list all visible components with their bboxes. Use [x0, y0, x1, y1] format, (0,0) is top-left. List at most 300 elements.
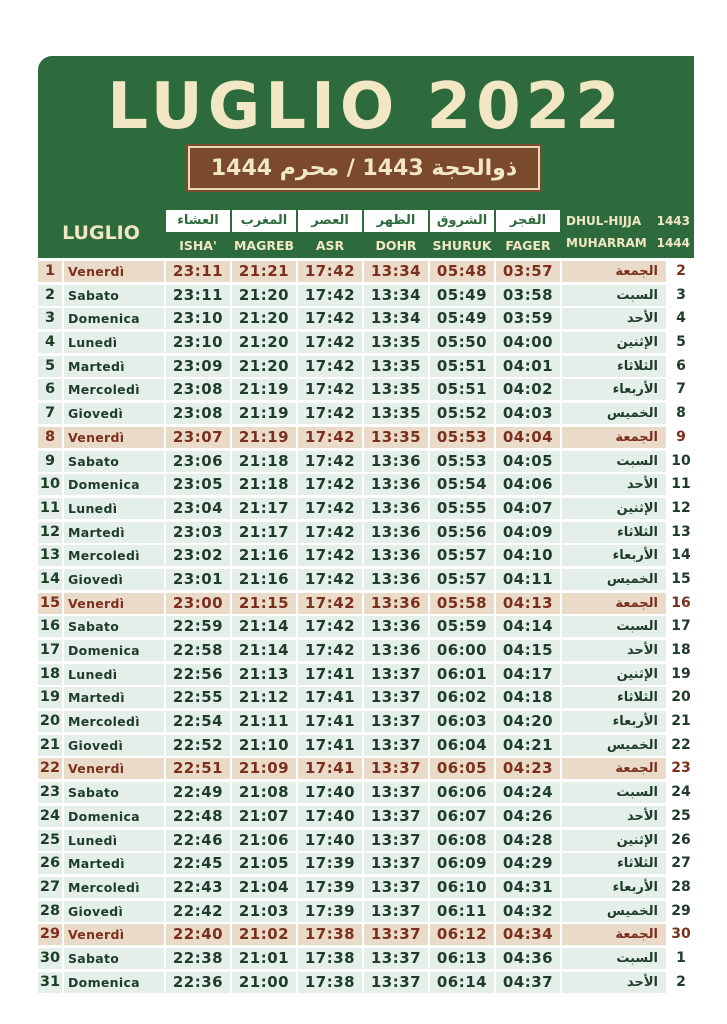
weekday-name: Lunedì — [64, 498, 164, 519]
header-hijri-year2: 1444 — [656, 236, 690, 250]
time-asr: 17:42 — [298, 545, 362, 566]
time-dohr: 13:36 — [364, 545, 428, 566]
time-shuruk: 06:02 — [430, 687, 494, 708]
arabic-weekday: الأربعاء — [562, 379, 666, 400]
time-magreb: 21:13 — [232, 664, 296, 685]
time-shuruk: 05:53 — [430, 427, 494, 448]
table-row — [38, 852, 694, 876]
page-title: LUGLIO 2022 — [107, 70, 625, 144]
time-fager: 04:06 — [496, 474, 560, 495]
time-asr: 17:42 — [298, 308, 362, 329]
hijri-day-number: 10 — [668, 451, 694, 472]
time-asr: 17:42 — [298, 593, 362, 614]
day-number: 7 — [38, 403, 62, 424]
weekday-name: Giovedì — [64, 901, 164, 922]
day-number: 8 — [38, 427, 62, 448]
time-magreb: 21:14 — [232, 640, 296, 661]
time-shuruk: 06:12 — [430, 924, 494, 945]
time-isha: 22:36 — [166, 972, 230, 993]
day-number: 12 — [38, 522, 62, 543]
header-shuruk-lat: SHURUK — [430, 235, 494, 257]
day-number: 9 — [38, 451, 62, 472]
time-isha: 22:59 — [166, 616, 230, 637]
timetable-body — [38, 260, 694, 994]
hijri-day-number: 8 — [668, 403, 694, 424]
time-magreb: 21:01 — [232, 948, 296, 969]
time-asr: 17:42 — [298, 498, 362, 519]
time-asr: 17:42 — [298, 427, 362, 448]
table-row — [38, 307, 694, 331]
hijri-months-banner: ذوالحجة 1443 / محرم 1444 — [188, 146, 540, 190]
time-fager: 04:02 — [496, 379, 560, 400]
table-row — [38, 284, 694, 308]
time-shuruk: 06:13 — [430, 948, 494, 969]
time-fager: 03:58 — [496, 285, 560, 306]
time-fager: 04:36 — [496, 948, 560, 969]
hijri-day-number: 28 — [668, 877, 694, 898]
time-shuruk: 05:49 — [430, 308, 494, 329]
hijri-day-number: 3 — [668, 285, 694, 306]
time-dohr: 13:37 — [364, 758, 428, 779]
time-dohr: 13:36 — [364, 498, 428, 519]
time-magreb: 21:12 — [232, 687, 296, 708]
time-isha: 22:49 — [166, 782, 230, 803]
time-asr: 17:40 — [298, 806, 362, 827]
table-row — [38, 615, 694, 639]
weekday-name: Domenica — [64, 474, 164, 495]
arabic-weekday: الإثنين — [562, 664, 666, 685]
time-dohr: 13:37 — [364, 830, 428, 851]
arabic-weekday: الإثنين — [562, 830, 666, 851]
table-row — [38, 355, 694, 379]
time-magreb: 21:00 — [232, 972, 296, 993]
time-fager: 04:28 — [496, 830, 560, 851]
day-number: 15 — [38, 593, 62, 614]
arabic-weekday: الأحد — [562, 308, 666, 329]
day-number: 24 — [38, 806, 62, 827]
hijri-day-number: 12 — [668, 498, 694, 519]
time-isha: 22:51 — [166, 758, 230, 779]
hijri-day-number: 30 — [668, 924, 694, 945]
time-isha: 22:54 — [166, 711, 230, 732]
table-row — [38, 710, 694, 734]
day-number: 29 — [38, 924, 62, 945]
time-asr: 17:42 — [298, 356, 362, 377]
time-isha: 22:56 — [166, 664, 230, 685]
hijri-day-number: 11 — [668, 474, 694, 495]
table-row — [38, 426, 694, 450]
day-number: 21 — [38, 735, 62, 756]
time-magreb: 21:16 — [232, 569, 296, 590]
table-row — [38, 829, 694, 853]
day-number: 5 — [38, 356, 62, 377]
time-magreb: 21:02 — [232, 924, 296, 945]
time-dohr: 13:36 — [364, 451, 428, 472]
weekday-name: Martedì — [64, 522, 164, 543]
table-row — [38, 450, 694, 474]
table-row — [38, 544, 694, 568]
hijri-day-number: 26 — [668, 830, 694, 851]
time-shuruk: 05:54 — [430, 474, 494, 495]
time-shuruk: 06:05 — [430, 758, 494, 779]
table-row — [38, 947, 694, 971]
day-number: 28 — [38, 901, 62, 922]
time-magreb: 21:17 — [232, 498, 296, 519]
time-asr: 17:42 — [298, 569, 362, 590]
time-fager: 04:03 — [496, 403, 560, 424]
table-row — [38, 639, 694, 663]
time-isha: 22:46 — [166, 830, 230, 851]
time-dohr: 13:37 — [364, 853, 428, 874]
time-asr: 17:39 — [298, 877, 362, 898]
time-magreb: 21:20 — [232, 332, 296, 353]
arabic-weekday: السبت — [562, 451, 666, 472]
header-fager — [496, 208, 560, 258]
table-row — [38, 402, 694, 426]
hijri-day-number: 4 — [668, 308, 694, 329]
arabic-weekday: الأربعاء — [562, 711, 666, 732]
hijri-day-number: 20 — [668, 687, 694, 708]
time-isha: 23:04 — [166, 498, 230, 519]
time-fager: 04:14 — [496, 616, 560, 637]
weekday-name: Domenica — [64, 308, 164, 329]
weekday-name: Domenica — [64, 640, 164, 661]
time-shuruk: 05:58 — [430, 593, 494, 614]
day-number: 1 — [38, 261, 62, 282]
time-shuruk: 06:04 — [430, 735, 494, 756]
time-dohr: 13:36 — [364, 616, 428, 637]
time-shuruk: 06:07 — [430, 806, 494, 827]
time-isha: 23:06 — [166, 451, 230, 472]
arabic-weekday: الأحد — [562, 806, 666, 827]
time-dohr: 13:37 — [364, 664, 428, 685]
time-asr: 17:42 — [298, 285, 362, 306]
day-number: 25 — [38, 830, 62, 851]
time-fager: 04:09 — [496, 522, 560, 543]
day-number: 31 — [38, 972, 62, 993]
time-magreb: 21:20 — [232, 285, 296, 306]
hijri-day-number: 22 — [668, 735, 694, 756]
time-magreb: 21:20 — [232, 308, 296, 329]
time-shuruk: 05:51 — [430, 356, 494, 377]
day-number: 3 — [38, 308, 62, 329]
day-number: 22 — [38, 758, 62, 779]
weekday-name: Martedì — [64, 853, 164, 874]
time-fager: 04:17 — [496, 664, 560, 685]
time-isha: 22:58 — [166, 640, 230, 661]
time-fager: 04:13 — [496, 593, 560, 614]
time-shuruk: 05:50 — [430, 332, 494, 353]
time-isha: 22:43 — [166, 877, 230, 898]
day-number: 13 — [38, 545, 62, 566]
time-shuruk: 05:51 — [430, 379, 494, 400]
arabic-weekday: الجمعة — [562, 593, 666, 614]
time-asr: 17:41 — [298, 687, 362, 708]
time-dohr: 13:37 — [364, 972, 428, 993]
arabic-weekday: الثلاثاء — [562, 356, 666, 377]
time-isha: 22:40 — [166, 924, 230, 945]
time-asr: 17:40 — [298, 830, 362, 851]
time-shuruk: 05:57 — [430, 569, 494, 590]
weekday-name: Venerdì — [64, 758, 164, 779]
time-dohr: 13:35 — [364, 356, 428, 377]
time-fager: 04:26 — [496, 806, 560, 827]
header-dohr-lat: DOHR — [364, 235, 428, 257]
time-isha: 23:11 — [166, 285, 230, 306]
time-magreb: 21:09 — [232, 758, 296, 779]
day-number: 20 — [38, 711, 62, 732]
table-row — [38, 592, 694, 616]
time-shuruk: 06:14 — [430, 972, 494, 993]
header-fager-lat: FAGER — [496, 235, 560, 257]
time-fager: 04:23 — [496, 758, 560, 779]
weekday-name: Venerdì — [64, 593, 164, 614]
arabic-weekday: الخميس — [562, 901, 666, 922]
arabic-weekday: الإثنين — [562, 498, 666, 519]
time-asr: 17:42 — [298, 474, 362, 495]
header-isha — [166, 208, 230, 258]
arabic-weekday: الأحد — [562, 972, 666, 993]
weekday-name: Domenica — [64, 806, 164, 827]
header-shuruk-ar: الشروق — [430, 210, 494, 232]
header-hijri — [562, 208, 694, 258]
hijri-day-number: 24 — [668, 782, 694, 803]
time-magreb: 21:14 — [232, 616, 296, 637]
hijri-day-number: 13 — [668, 522, 694, 543]
arabic-weekday: السبت — [562, 948, 666, 969]
time-dohr: 13:34 — [364, 261, 428, 282]
table-row — [38, 378, 694, 402]
weekday-name: Lunedì — [64, 830, 164, 851]
time-fager: 04:18 — [496, 687, 560, 708]
time-isha: 23:11 — [166, 261, 230, 282]
hijri-day-number: 6 — [668, 356, 694, 377]
header-asr-ar: العصر — [298, 210, 362, 232]
table-row — [38, 971, 694, 995]
time-fager: 04:01 — [496, 356, 560, 377]
time-isha: 22:55 — [166, 687, 230, 708]
arabic-weekday: الخميس — [562, 569, 666, 590]
time-isha: 22:52 — [166, 735, 230, 756]
weekday-name: Martedì — [64, 687, 164, 708]
arabic-weekday: الإثنين — [562, 332, 666, 353]
time-dohr: 13:34 — [364, 285, 428, 306]
hijri-day-number: 14 — [668, 545, 694, 566]
weekday-name: Lunedì — [64, 664, 164, 685]
table-row — [38, 568, 694, 592]
table-row — [38, 497, 694, 521]
time-magreb: 21:04 — [232, 877, 296, 898]
time-shuruk: 06:06 — [430, 782, 494, 803]
time-shuruk: 05:57 — [430, 545, 494, 566]
time-dohr: 13:37 — [364, 948, 428, 969]
table-row — [38, 900, 694, 924]
time-dohr: 13:35 — [364, 332, 428, 353]
time-isha: 23:03 — [166, 522, 230, 543]
arabic-weekday: الثلاثاء — [562, 522, 666, 543]
weekday-name: Giovedì — [64, 569, 164, 590]
hijri-day-number: 5 — [668, 332, 694, 353]
time-magreb: 21:19 — [232, 379, 296, 400]
arabic-weekday: الجمعة — [562, 924, 666, 945]
time-dohr: 13:36 — [364, 640, 428, 661]
time-fager: 04:11 — [496, 569, 560, 590]
time-magreb: 21:16 — [232, 545, 296, 566]
time-fager: 04:34 — [496, 924, 560, 945]
time-dohr: 13:36 — [364, 569, 428, 590]
time-dohr: 13:37 — [364, 735, 428, 756]
time-fager: 04:21 — [496, 735, 560, 756]
time-asr: 17:42 — [298, 616, 362, 637]
day-number: 16 — [38, 616, 62, 637]
time-dohr: 13:37 — [364, 877, 428, 898]
time-fager: 04:07 — [496, 498, 560, 519]
time-shuruk: 06:10 — [430, 877, 494, 898]
time-dohr: 13:37 — [364, 901, 428, 922]
table-row — [38, 686, 694, 710]
weekday-name: Lunedì — [64, 332, 164, 353]
time-dohr: 13:36 — [364, 522, 428, 543]
weekday-name: Venerdì — [64, 261, 164, 282]
hijri-day-number: 15 — [668, 569, 694, 590]
time-isha: 22:45 — [166, 853, 230, 874]
hijri-day-number: 23 — [668, 758, 694, 779]
time-magreb: 21:15 — [232, 593, 296, 614]
table-row — [38, 923, 694, 947]
time-dohr: 13:35 — [364, 403, 428, 424]
time-isha: 23:02 — [166, 545, 230, 566]
day-number: 6 — [38, 379, 62, 400]
hijri-day-number: 27 — [668, 853, 694, 874]
time-asr: 17:42 — [298, 522, 362, 543]
hijri-day-number: 19 — [668, 664, 694, 685]
time-fager: 04:31 — [496, 877, 560, 898]
time-isha: 23:10 — [166, 332, 230, 353]
header-hijri-year1: 1443 — [656, 214, 690, 228]
time-magreb: 21:05 — [232, 853, 296, 874]
header-month-label: LUGLIO — [62, 222, 140, 244]
time-magreb: 21:10 — [232, 735, 296, 756]
header-asr-lat: ASR — [298, 235, 362, 257]
time-dohr: 13:37 — [364, 806, 428, 827]
header-fager-ar: الفجر — [496, 210, 560, 232]
arabic-weekday: الأربعاء — [562, 877, 666, 898]
time-shuruk: 06:11 — [430, 901, 494, 922]
time-dohr: 13:37 — [364, 924, 428, 945]
time-fager: 04:24 — [496, 782, 560, 803]
time-asr: 17:42 — [298, 261, 362, 282]
hijri-day-number: 21 — [668, 711, 694, 732]
weekday-name: Domenica — [64, 972, 164, 993]
header-dohr — [364, 208, 428, 258]
weekday-name: Sabato — [64, 616, 164, 637]
time-isha: 22:38 — [166, 948, 230, 969]
time-dohr: 13:36 — [364, 593, 428, 614]
table-row — [38, 663, 694, 687]
arabic-weekday: السبت — [562, 782, 666, 803]
weekday-name: Mercoledì — [64, 379, 164, 400]
time-fager: 04:29 — [496, 853, 560, 874]
table-row — [38, 521, 694, 545]
time-shuruk: 05:53 — [430, 451, 494, 472]
day-number: 4 — [38, 332, 62, 353]
table-header — [38, 208, 694, 258]
time-shuruk: 05:55 — [430, 498, 494, 519]
time-asr: 17:42 — [298, 640, 362, 661]
time-fager: 04:20 — [496, 711, 560, 732]
time-fager: 04:32 — [496, 901, 560, 922]
time-asr: 17:40 — [298, 782, 362, 803]
day-number: 23 — [38, 782, 62, 803]
time-dohr: 13:34 — [364, 308, 428, 329]
time-asr: 17:38 — [298, 948, 362, 969]
time-fager: 04:04 — [496, 427, 560, 448]
time-dohr: 13:35 — [364, 427, 428, 448]
header-isha-lat: ISHA' — [166, 235, 230, 257]
time-magreb: 21:03 — [232, 901, 296, 922]
time-isha: 23:01 — [166, 569, 230, 590]
time-shuruk: 06:08 — [430, 830, 494, 851]
weekday-name: Martedì — [64, 356, 164, 377]
header-asr — [298, 208, 362, 258]
hijri-day-number: 16 — [668, 593, 694, 614]
time-isha: 23:08 — [166, 379, 230, 400]
time-shuruk: 05:48 — [430, 261, 494, 282]
arabic-weekday: السبت — [562, 616, 666, 637]
day-number: 10 — [38, 474, 62, 495]
time-magreb: 21:17 — [232, 522, 296, 543]
hijri-day-number: 25 — [668, 806, 694, 827]
time-asr: 17:42 — [298, 451, 362, 472]
time-fager: 04:15 — [496, 640, 560, 661]
arabic-weekday: الخميس — [562, 735, 666, 756]
time-asr: 17:41 — [298, 758, 362, 779]
arabic-weekday: الجمعة — [562, 758, 666, 779]
arabic-weekday: الثلاثاء — [562, 853, 666, 874]
time-magreb: 21:18 — [232, 474, 296, 495]
header-magreb-lat: MAGREB — [232, 235, 296, 257]
table-row — [38, 734, 694, 758]
table-row — [38, 876, 694, 900]
weekday-name: Giovedì — [64, 735, 164, 756]
time-asr: 17:41 — [298, 664, 362, 685]
hijri-day-number: 7 — [668, 379, 694, 400]
time-shuruk: 05:56 — [430, 522, 494, 543]
table-row — [38, 473, 694, 497]
arabic-weekday: الخميس — [562, 403, 666, 424]
time-dohr: 13:37 — [364, 782, 428, 803]
day-number: 27 — [38, 877, 62, 898]
day-number: 11 — [38, 498, 62, 519]
time-shuruk: 06:03 — [430, 711, 494, 732]
day-number: 30 — [38, 948, 62, 969]
day-number: 2 — [38, 285, 62, 306]
time-magreb: 21:18 — [232, 451, 296, 472]
time-isha: 22:42 — [166, 901, 230, 922]
arabic-weekday: الأحد — [562, 640, 666, 661]
weekday-name: Sabato — [64, 782, 164, 803]
table-row — [38, 757, 694, 781]
day-number: 17 — [38, 640, 62, 661]
time-shuruk: 05:52 — [430, 403, 494, 424]
time-asr: 17:42 — [298, 403, 362, 424]
time-magreb: 21:06 — [232, 830, 296, 851]
table-row — [38, 260, 694, 284]
time-shuruk: 05:59 — [430, 616, 494, 637]
day-number: 19 — [38, 687, 62, 708]
time-fager: 04:10 — [496, 545, 560, 566]
time-asr: 17:42 — [298, 332, 362, 353]
